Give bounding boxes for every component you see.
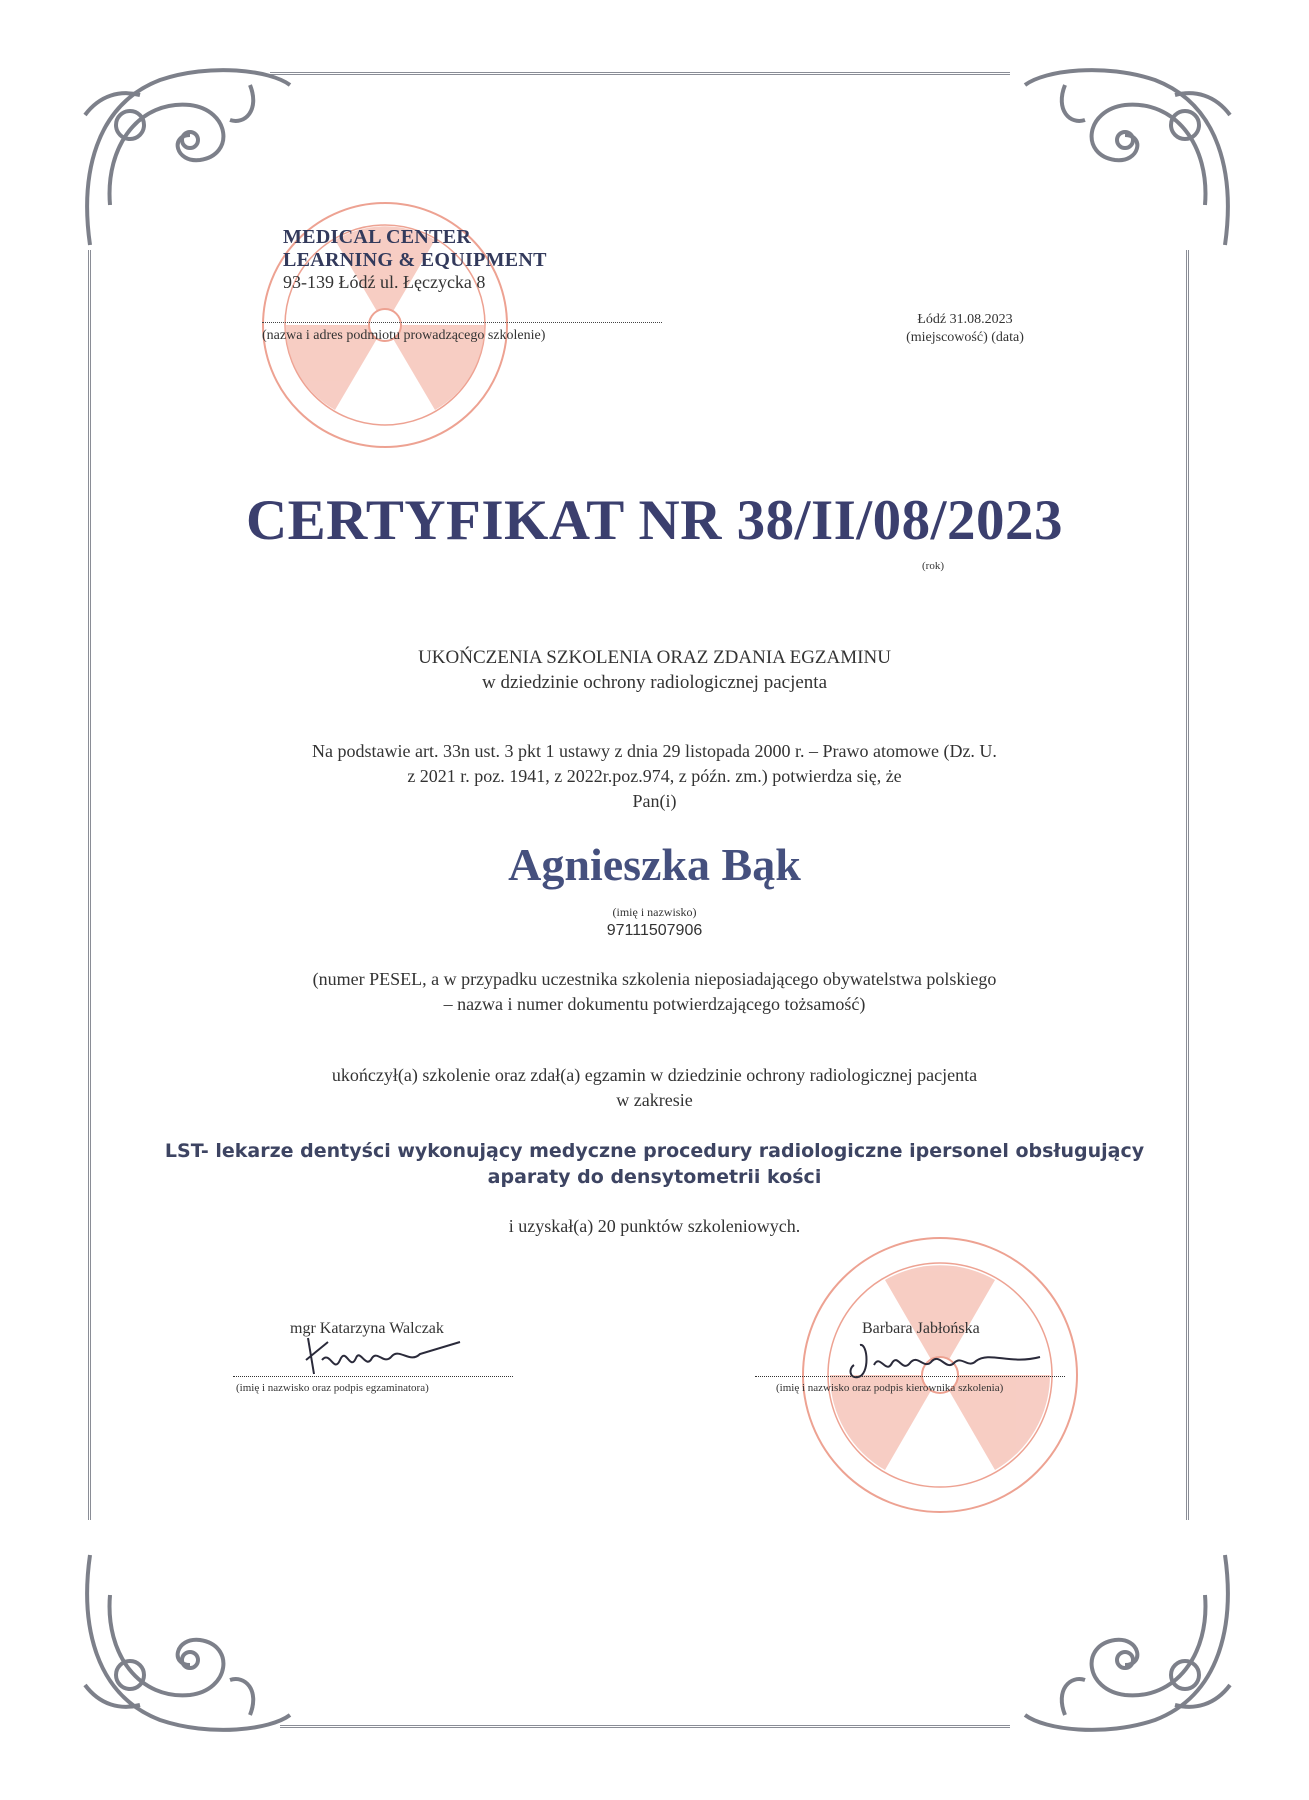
participant-name: Agnieszka Bąk bbox=[508, 839, 801, 890]
manager-signature bbox=[840, 1335, 1060, 1385]
completion-line2: w zakresie bbox=[616, 1090, 693, 1110]
manager-signature-line bbox=[755, 1376, 1065, 1377]
corner-ornament-top-right bbox=[1015, 55, 1245, 255]
organization-name-line1: MEDICAL CENTER bbox=[283, 226, 472, 248]
subtitle-line2: w dziedzinie ochrony radiologicznej pacjenta bbox=[481, 672, 827, 693]
legal-basis-line1: Na podstawie art. 33n ust. 3 pkt 1 ustawy z dnia 29 listopada 2000 r. – Prawo atomowe (Dz. U. bbox=[312, 741, 997, 761]
organization-dotted-line bbox=[262, 322, 662, 323]
participant-name-caption: (imię i nazwisko) bbox=[612, 905, 697, 919]
examiner-caption: (imię i nazwisko oraz podpis egzaminatora) bbox=[236, 1382, 429, 1394]
manager-caption: (imię i nazwisko oraz podpis kierownika szkolenia) bbox=[776, 1382, 1004, 1394]
participant-id-caption-line1: (numer PESEL, a w przypadku uczestnika szkolenia nieposiadającego obywatelstwa polskiego bbox=[312, 969, 997, 989]
subtitle-line1: UKOŃCZENIA SZKOLENIA ORAZ ZDANIA EGZAMINU bbox=[418, 647, 891, 668]
examiner-signature bbox=[300, 1330, 470, 1380]
legal-basis-line3: Pan(i) bbox=[632, 791, 677, 811]
examiner-signature-line bbox=[233, 1376, 513, 1377]
certificate-title: CERTYFIKAT NR 38/II/08/2023 bbox=[246, 489, 1063, 552]
scope-line2: aparaty do densytometrii kości bbox=[487, 1166, 822, 1188]
organization-name-line2: LEARNING & EQUIPMENT bbox=[283, 249, 547, 271]
participant-id-caption-line2: – nazwa i numer dokumentu potwierdzającego tożsamość) bbox=[443, 994, 866, 1014]
scope-line1: LST- lekarze dentyści wykonujący medyczne procedury radiologiczne ipersonel obsługujący bbox=[164, 1140, 1145, 1162]
year-caption: (rok) bbox=[922, 560, 944, 572]
manager-name: Barbara Jabłońska bbox=[862, 1320, 980, 1337]
participant-pesel: 97111507906 bbox=[606, 922, 703, 939]
place-date-caption: (miejscowość) (data) bbox=[906, 330, 1024, 345]
frame-top-rule bbox=[270, 72, 1010, 75]
examiner-name: mgr Katarzyna Walczak bbox=[290, 1320, 444, 1337]
place-date-value: Łódź 31.08.2023 bbox=[917, 312, 1013, 327]
legal-basis-line2: z 2021 r. poz. 1941, z 2022r.poz.974, z późn. zm.) potwierdza się, że bbox=[407, 766, 902, 786]
points-text: i uzyskał(a) 20 punktów szkoleniowych. bbox=[508, 1216, 801, 1236]
frame-bottom-rule bbox=[280, 1725, 1010, 1728]
corner-ornament-bottom-right bbox=[1015, 1545, 1245, 1745]
corner-ornament-bottom-left bbox=[70, 1545, 300, 1745]
organization-address: 93-139 Łódź ul. Łęczycka 8 bbox=[283, 272, 486, 292]
completion-line1: ukończył(a) szkolenie oraz zdał(a) egzamin w dziedzinie ochrony radiologicznej pacjenta bbox=[331, 1065, 978, 1085]
organization-caption: (nazwa i adres podmiotu prowadzącego szkolenie) bbox=[262, 328, 546, 343]
